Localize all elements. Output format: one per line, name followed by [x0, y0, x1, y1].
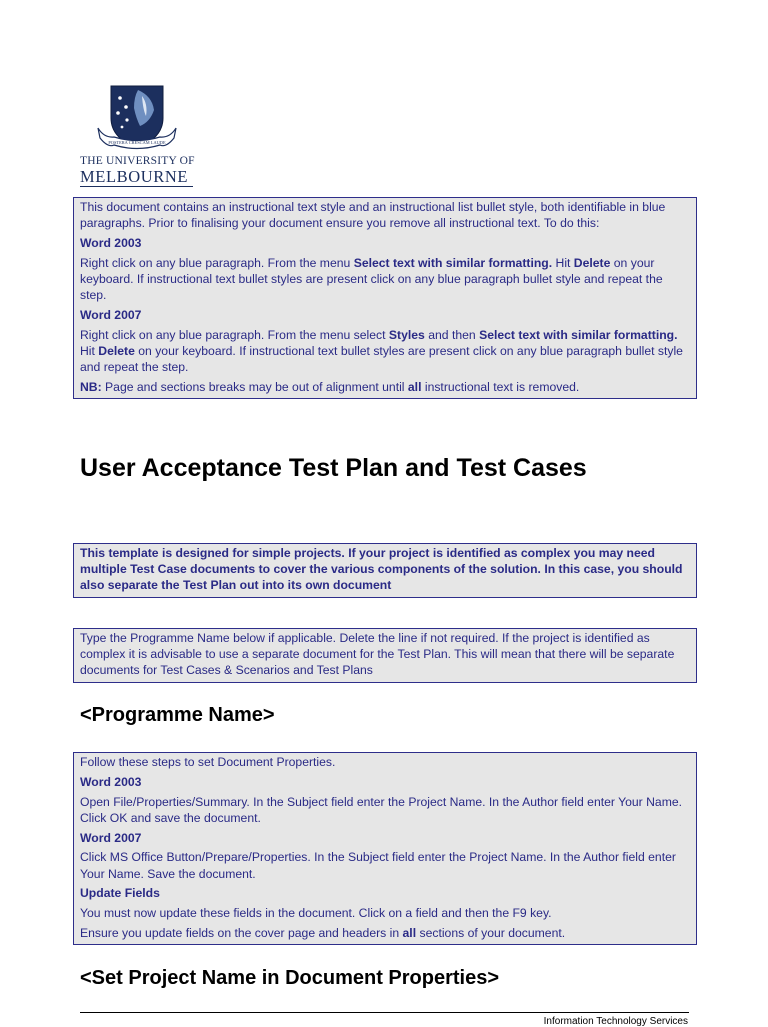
properties-intro: Follow these steps to set Document Properties. [80, 755, 336, 769]
programme-note: Type the Programme Name below if applicable. Delete the line if not required. If the project is identified as complex it is advisable to use a separate document for the Test Plan. This will mean that there will be separate documents for Test Cases & Scenarios and Test Plans [80, 631, 675, 678]
university-crest-icon [94, 82, 180, 152]
university-name-line1: THE UNIVERSITY OF [80, 155, 195, 167]
word-2007-properties: Click MS Office Button/Prepare/Properties. In the Subject field enter the Project Name. In the Author field enter Your Name. Save the document. [80, 850, 676, 881]
footer-divider [80, 1012, 689, 1013]
word-2007-heading: Word 2007 [80, 308, 142, 322]
motto-text: POSTERA CRESCAM LAUDE [108, 140, 166, 145]
instruction-intro: This document contains an instructional text style and an instructional list bullet style, both identifiable in blue paragraphs. Prior to finalising your document ensure you remove all instructional text. To do this: [80, 200, 666, 231]
ensure-update-text: Ensure you update fields on the cover page and headers in all sections of your document. [80, 925, 566, 940]
update-fields-text: You must now update these fields in the document. Click on a field and then the F9 key. [80, 906, 552, 921]
document-title: User Acceptance Test Plan and Test Cases [80, 454, 587, 482]
update-fields-heading: Update Fields [80, 886, 160, 901]
word-2007-instructions: Right click on any blue paragraph. From the menu select Styles and then Select text with similar formatting. Hit Delete on your keyboard. If instructional text bullet styles are present click on any blue paragraph bullet style and repeat the step. [80, 327, 683, 375]
nb-note: NB: Page and sections breaks may be out of alignment until all instructional text is removed. [80, 380, 580, 394]
set-project-name-heading: <Set Project Name in Document Properties> [80, 967, 500, 989]
word-2003-heading: Word 2003 [80, 236, 142, 250]
university-logo [80, 82, 196, 187]
instruction-box-properties [73, 752, 697, 945]
footer-text: Information Technology Services [543, 1016, 688, 1027]
word-2007-heading: Word 2007 [80, 830, 142, 845]
instruction-box-template [73, 543, 697, 598]
template-note: This template is designed for simple projects. If your project is identified as complex you may need multiple Test Case documents to cover the various components of the solution. In this case, you should also separate the Test Plan out into its own document [80, 546, 683, 593]
word-2003-instructions: Right click on any blue paragraph. From the menu Select text with similar formatting. Hit Delete on your keyboard. If instructional text bullet styles are present click on any blue paragraph bullet style and repeat the step. [80, 255, 663, 303]
instruction-box-removal [73, 197, 697, 399]
instruction-box-programme [73, 628, 697, 683]
university-name-line2: MELBOURNE [80, 168, 193, 187]
word-2003-heading: Word 2003 [80, 774, 142, 789]
word-2003-properties: Open File/Properties/Summary. In the Subject field enter the Project Name. In the Author field enter Your Name. Click OK and save the document. [80, 794, 683, 825]
programme-name-heading: <Programme Name> [80, 704, 275, 726]
